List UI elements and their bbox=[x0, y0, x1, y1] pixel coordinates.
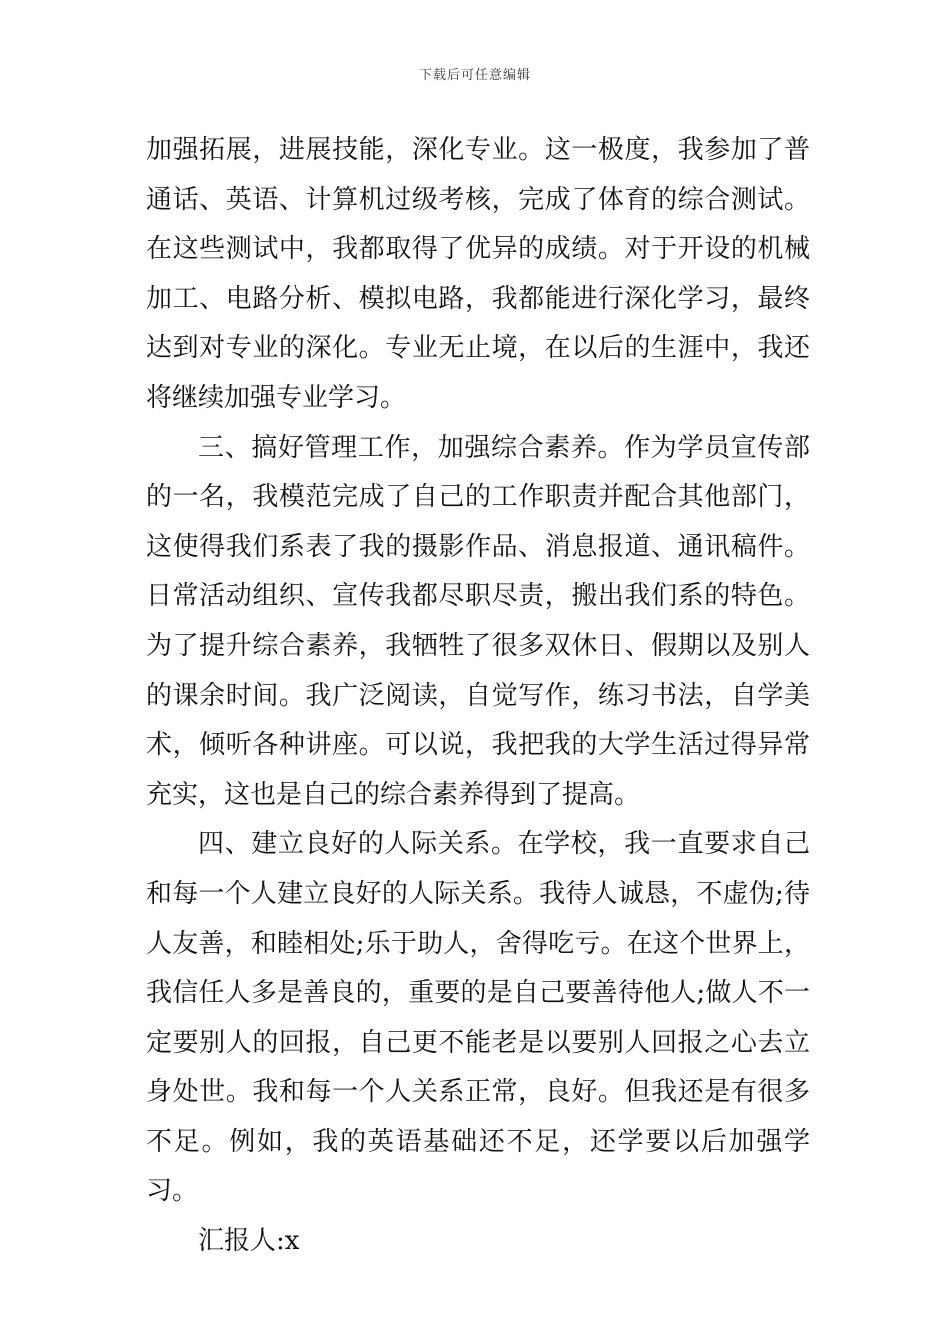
paragraph-management-work: 三、搞好管理工作，加强综合素养。作为学员宣传部的一名，我模范完成了自己的工作职责并配合其他部门，这使得我们系表了我的摄影作品、消息报道、通讯稿件。日常活动组织、宣传我都尽职尽责，搬出我们系的特色。为了提升综合素养，我牺牲了很多双休日、假期以及别人的课余时间。我广泛阅读，自觉写作，练习书法，自学美术，倾听各种讲座。可以说，我把我的大学生活过得异常充实，这也是自己的综合素养得到了提高。 bbox=[146, 432, 810, 810]
document-body bbox=[146, 126, 810, 1267]
paragraph-professional-study: 加强拓展，进展技能，深化专业。这一极度，我参加了普通话、英语、计算机过级考核，完成了体育的综合测试。在这些测试中，我都取得了优异的成绩。对于开设的机械加工、电路分析、模拟电路，我都能进行深化学习，最终达到对专业的深化。专业无止境，在以后的生涯中，我还将继续加强专业学习。 bbox=[146, 135, 810, 413]
reporter-signature: 汇报人:x bbox=[198, 1226, 300, 1257]
page-header: 下载后可任意编辑 bbox=[418, 68, 531, 83]
paragraph-interpersonal-relations: 四、建立良好的人际关系。在学校，我一直要求自己和每一个人建立良好的人际关系。我待人诚恳，不虚伪;待人友善，和睦相处;乐于助人，舍得吃亏。在这个世界上，我信任人多是善良的，重要的是自己要善待他人;做人不一定要别人的回报，自己更不能老是以要别人回报之心去立身处世。我和每一个人关系正常，良好。但我还是有很多不足。例如，我的英语基础还不足，还学要以后加强学习。 bbox=[146, 829, 810, 1207]
